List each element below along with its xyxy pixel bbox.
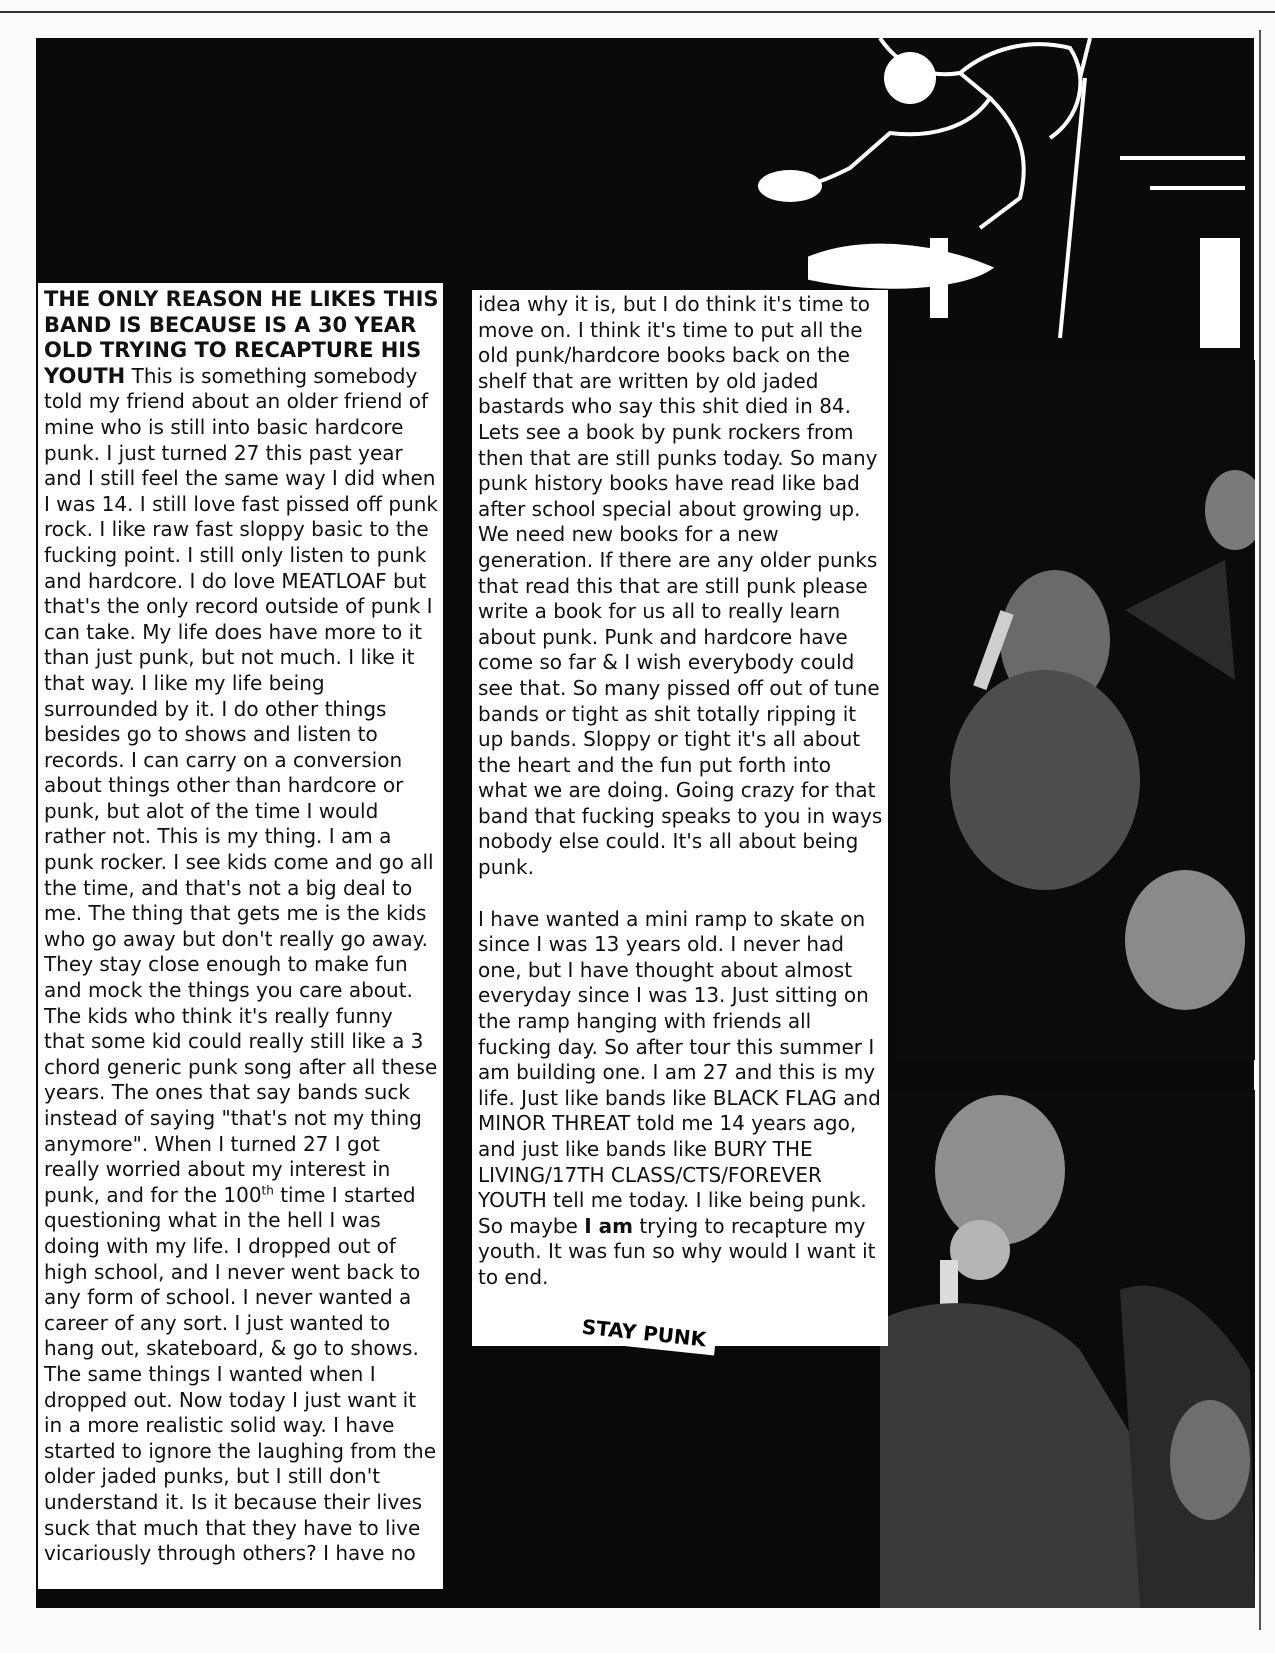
left-paragraph-2: time I started questioning what in the hell I was doing with my life. I dropped out of high school, and I never went back to any form of school. I never wanted a career of any sort. I just wanted to hang out, skateboard, & go to shows. The same things I wanted when I dropped out. Now today I just want it in a more realistic solid way. I have started to ignore the laughing from the older jaded punks, but I still don't understand it. Is it because their lives suck that much that they have to live vicariously through others? I have no (44, 1182, 437, 1566)
page-edge (1259, 30, 1261, 1630)
article-headline: THE ONLY REASON HE LIKES THIS BAND IS BECAUSE IS A 30 YEAR OLD TRYING TO RECAPTURE HIS YOUTH (44, 287, 439, 388)
left-text-column (38, 283, 443, 1589)
right-paragraph-2: I have wanted a mini ramp to skate on since I was 13 years old. I never had one, but I have thought about almost everyday since I was 13. Just sitting on the ramp hanging with friends all fucking day. So after tour this summer I am building one. I am 27 and this is my life. Just like bands like BLACK FLAG and MINOR THREAT told me 14 years ago, and just like bands like BURY THE LIVING/17TH CLASS/CTS/FOREVER YOUTH tell me today. I like being punk. So maybe (478, 906, 881, 1238)
stay-punk-stamp: STAY PUNK (571, 1311, 717, 1356)
emphasis-i-am: I am (584, 1213, 633, 1238)
right-text-column (472, 290, 888, 1346)
left-paragraph-1: This is something somebody told my friend about an older friend of mine who is still into basic hardcore punk. I just turned 27 this past year and I still feel the same way I did when I was 14. I still love fast pissed off punk rock. I like raw fast sloppy basic to the fucking point. I still only listen to punk and hardcore. I do love MEATLOAF but that's the only record outside of punk I can take. My life does have more to it than just punk, but not much. I like it that way. I like my life being surrounded by it. I do other things besides go to shows and listen to records. I can carry on a conversion about things other than hardcore or punk, but alot of the time I would rather not. This is my thing. I am a punk rocker. I see kids come and go all the time, and that's not a big deal to me. The thing that gets me is the kids who go away but don't really go away. They stay close enough to make fun and mock the things you care about. The kids who think it's really funny that some kid could really still like a 3 chord generic punk song after all these years. The ones that say bands suck instead of saying "that's not my thing anymore". When I turned 27 I got really worried about my interest in punk, and for the 100 (44, 363, 439, 1207)
right-paragraph-1: idea why it is, but I do think it's time to move on. I think it's time to put all the old punk/hardcore books back on the shelf that are written by old jaded bastards who say this shit died in 84. Lets see a book by punk rockers from then that are still punks today. So many punk history books have read like bad after school special about growing up. We need new books for a new generation. If there are any older punks that read this that are still punk please write a book for us all to really learn about punk. Punk and hardcore have come so far & I wish everybody could see that. So many pissed off out of tune bands or tight as shit totally ripping it up bands. Sloppy or tight it's all about the heart and the fun put forth into what we are doing. Going crazy for that band that fucking speaks to you in ways nobody else could. It's all about being punk. (478, 292, 883, 880)
ordinal-suffix: th (261, 1183, 274, 1198)
singer-photo-bottom (880, 1090, 1255, 1608)
right-paragraph-3: trying to recapture my youth. It was fun so why would I want it to end. (478, 1213, 876, 1289)
paragraph-spacer (478, 881, 884, 907)
top-rule (0, 11, 1275, 13)
singer-photo-top (895, 360, 1255, 1060)
